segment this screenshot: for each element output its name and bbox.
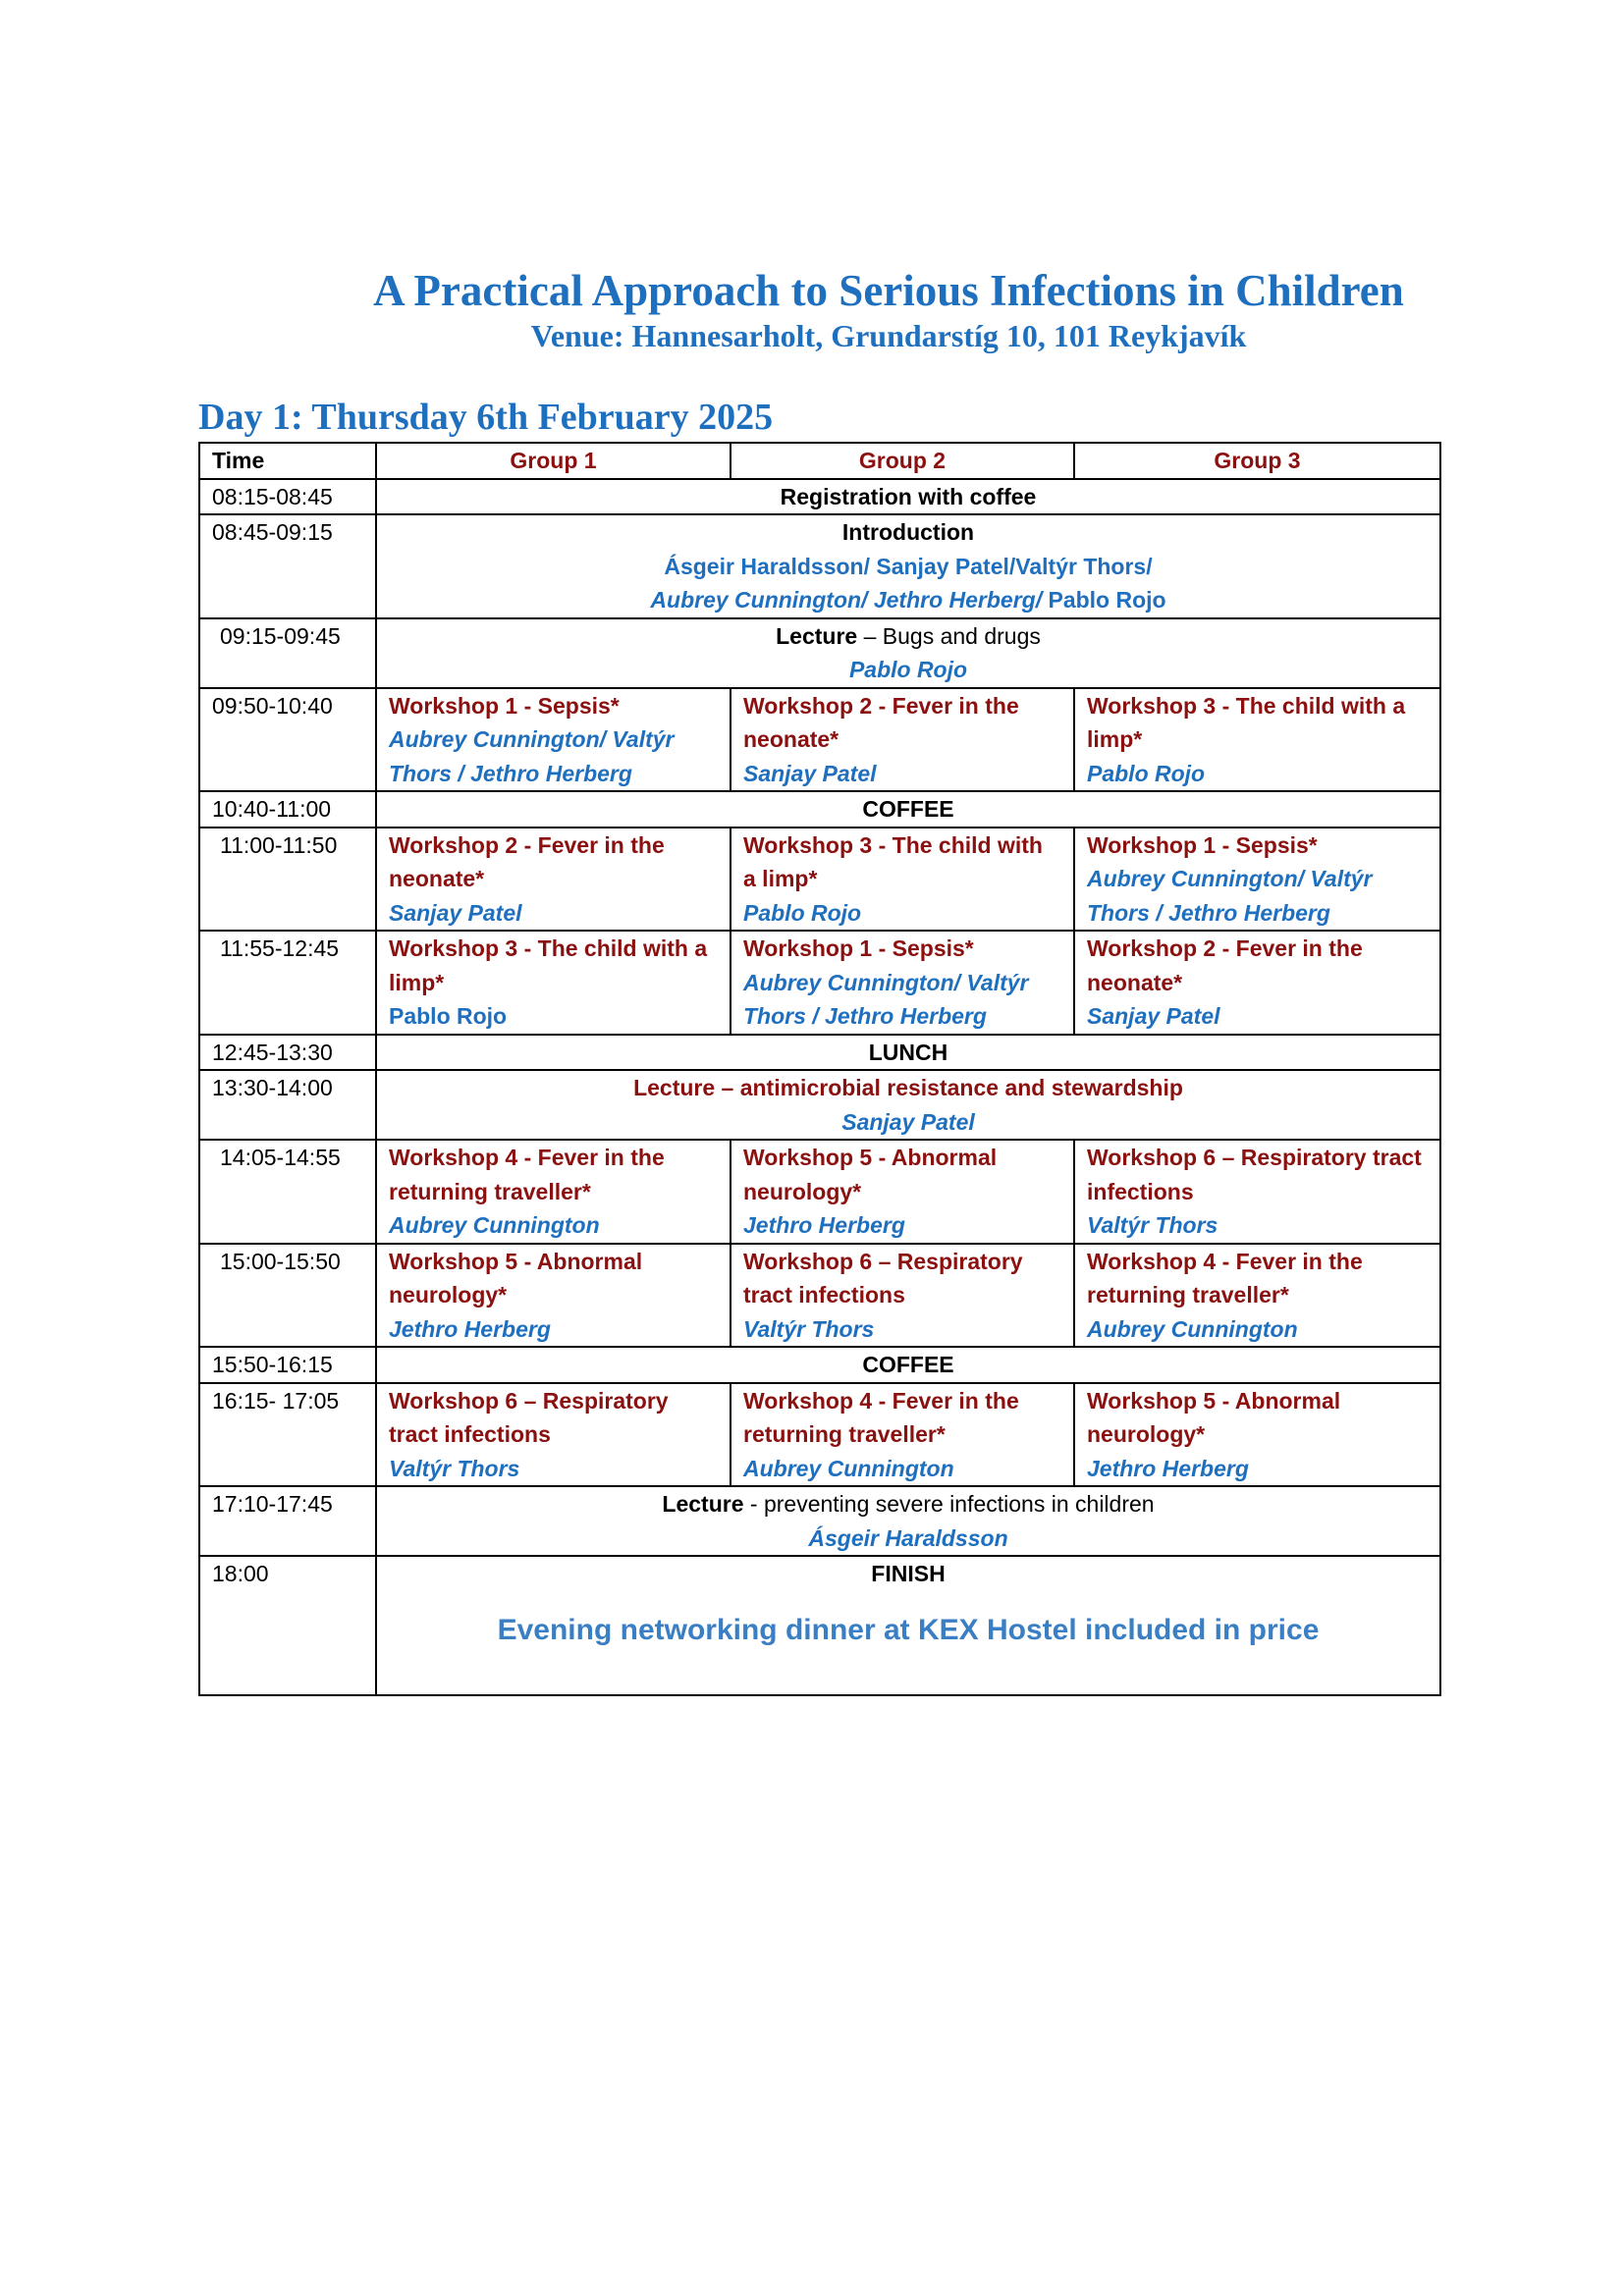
workshop-title: Workshop 6 – Respiratory tract infections (743, 1248, 1023, 1308)
workshop-speaker: Jethro Herberg (743, 1212, 905, 1238)
group-1-cell (376, 828, 731, 932)
workshop-speaker: Aubrey Cunnington (1087, 1315, 1298, 1342)
workshop-title: Workshop 1 - Sepsis* (1087, 831, 1318, 858)
group-3-cell (1074, 828, 1440, 932)
group-2-cell (731, 1244, 1074, 1348)
group-1-cell (376, 1244, 731, 1348)
session-title: – Bugs and drugs (857, 622, 1041, 649)
header-group-2: Group 2 (731, 443, 1074, 479)
session-speakers: Ásgeir Haraldsson/ Sanjay Patel/Valtýr Thors/ (664, 553, 1153, 579)
workshop-speaker: Aubrey Cunnington (389, 1212, 600, 1238)
workshop-speaker: Jethro Herberg (389, 1315, 551, 1342)
session-cell (376, 1070, 1440, 1140)
workshop-speaker: Aubrey Cunnington/ Valtýr Thors / Jethro Herberg (743, 969, 1029, 1029)
workshop-title: Workshop 5 - Abnormal neurology* (389, 1248, 643, 1308)
workshop-title: Workshop 3 - The child with a limp* (389, 935, 708, 995)
session-cell (376, 1486, 1440, 1556)
workshop-speaker: Aubrey Cunnington (743, 1455, 954, 1481)
schedule-table (198, 442, 1441, 1696)
group-2-cell (731, 688, 1074, 792)
session-speaker: Sanjay Patel (841, 1108, 975, 1135)
time-cell: 18:00 (199, 1556, 376, 1695)
table-row (199, 828, 1440, 932)
workshop-speaker: Pablo Rojo (1087, 760, 1206, 786)
workshop-speaker: Sanjay Patel (389, 899, 522, 926)
time-cell: 17:10-17:45 (199, 1486, 376, 1556)
time-cell: 09:50-10:40 (199, 688, 376, 792)
workshop-speaker: Pablo Rojo (743, 899, 862, 926)
table-header-row (199, 443, 1440, 479)
time-cell: 08:45-09:15 (199, 514, 376, 618)
session-cell: LUNCH (376, 1035, 1440, 1071)
venue-line: Venue: Hannesarholt, Grundarstíg 10, 101 Reykjavík (530, 318, 1247, 353)
group-2-cell (731, 1140, 1074, 1244)
time-cell: 08:15-08:45 (199, 479, 376, 515)
table-row (199, 1244, 1440, 1348)
workshop-speaker: Valtýr Thors (743, 1315, 875, 1342)
time-cell: 14:05-14:55 (199, 1140, 376, 1244)
session-cell (376, 618, 1440, 688)
session-cell: COFFEE (376, 791, 1440, 828)
table-row (199, 1383, 1440, 1487)
workshop-title: Workshop 6 – Respiratory tract infections (1087, 1145, 1422, 1204)
group-3-cell (1074, 1383, 1440, 1487)
workshop-speaker: Valtýr Thors (389, 1455, 520, 1481)
group-2-cell (731, 828, 1074, 932)
header-group-1: Group 1 (376, 443, 731, 479)
time-cell: 16:15- 17:05 (199, 1383, 376, 1487)
header-group-3: Group 3 (1074, 443, 1440, 479)
workshop-title: Workshop 5 - Abnormal neurology* (1087, 1387, 1341, 1447)
workshop-title: Workshop 2 - Fever in the neonate* (743, 692, 1019, 752)
table-row (199, 1035, 1440, 1071)
time-cell: 11:00-11:50 (199, 828, 376, 932)
workshop-title: Workshop 4 - Fever in the returning traveller* (1087, 1248, 1363, 1308)
session-cell (376, 1556, 1440, 1695)
lecture-label: Lecture (776, 622, 858, 649)
workshop-speaker: Sanjay Patel (1087, 1003, 1220, 1029)
table-row (199, 1140, 1440, 1244)
finish-label: FINISH (871, 1561, 946, 1586)
time-cell: 15:00-15:50 (199, 1244, 376, 1348)
session-title: Lecture – antimicrobial resistance and stewardship (633, 1075, 1183, 1100)
session-title: Introduction (841, 519, 975, 545)
session-cell: COFFEE (376, 1347, 1440, 1383)
table-row (199, 688, 1440, 792)
table-row (199, 791, 1440, 828)
workshop-title: Workshop 3 - The child with a limp* (743, 831, 1043, 891)
group-3-cell (1074, 1140, 1440, 1244)
workshop-title: Workshop 2 - Fever in the neonate* (1087, 935, 1363, 995)
workshop-speaker: Pablo Rojo (389, 1003, 508, 1029)
group-1-cell (376, 688, 731, 792)
table-row (199, 1347, 1440, 1383)
group-3-cell (1074, 1244, 1440, 1348)
workshop-title: Workshop 6 – Respiratory tract infections (389, 1387, 669, 1447)
group-3-cell (1074, 931, 1440, 1035)
header-time: Time (199, 443, 376, 479)
workshop-title: Workshop 1 - Sepsis* (389, 692, 620, 719)
session-cell: Registration with coffee (376, 479, 1440, 515)
table-row (199, 1556, 1440, 1695)
workshop-speaker: Valtýr Thors (1087, 1212, 1218, 1238)
workshop-title: Workshop 1 - Sepsis* (743, 935, 974, 961)
time-cell: 09:15-09:45 (199, 618, 376, 688)
workshop-title: Workshop 4 - Fever in the returning traveller* (389, 1145, 665, 1204)
session-speakers: Aubrey Cunnington/ Jethro Herberg/ (650, 587, 1043, 613)
session-speakers: Pablo Rojo (1042, 587, 1166, 613)
workshop-speaker: Jethro Herberg (1087, 1455, 1249, 1481)
day-heading: Day 1: Thursday 6th February 2025 (198, 397, 774, 438)
workshop-speaker: Aubrey Cunnington/ Valtýr Thors / Jethro Herberg (1087, 866, 1373, 926)
workshop-title: Workshop 2 - Fever in the neonate* (389, 831, 665, 891)
session-title: - preventing severe infections in children (743, 1491, 1155, 1517)
table-row (199, 514, 1440, 618)
time-cell: 13:30-14:00 (199, 1070, 376, 1140)
table-row (199, 931, 1440, 1035)
workshop-title: Workshop 4 - Fever in the returning traveller* (743, 1387, 1019, 1447)
time-cell: 11:55-12:45 (199, 931, 376, 1035)
group-1-cell (376, 1383, 731, 1487)
session-speaker: Ásgeir Haraldsson (808, 1524, 1008, 1551)
time-cell: 10:40-11:00 (199, 791, 376, 828)
group-3-cell (1074, 688, 1440, 792)
table-row (199, 479, 1440, 515)
session-speaker: Pablo Rojo (848, 657, 968, 682)
workshop-speaker: Aubrey Cunnington/ Valtýr Thors / Jethro Herberg (389, 726, 675, 786)
workshop-title: Workshop 3 - The child with a limp* (1087, 692, 1406, 752)
session-cell (376, 514, 1440, 618)
group-2-cell (731, 931, 1074, 1035)
time-cell: 12:45-13:30 (199, 1035, 376, 1071)
table-row (199, 1486, 1440, 1556)
group-1-cell (376, 1140, 731, 1244)
workshop-title: Workshop 5 - Abnormal neurology* (743, 1145, 998, 1204)
dinner-note: Evening networking dinner at KEX Hostel included in price (497, 1613, 1320, 1646)
table-row (199, 618, 1440, 688)
lecture-label: Lecture (662, 1491, 744, 1517)
group-2-cell (731, 1383, 1074, 1487)
page-title: A Practical Approach to Serious Infections in Children (373, 266, 1404, 315)
table-row (199, 1070, 1440, 1140)
group-1-cell (376, 931, 731, 1035)
workshop-speaker: Sanjay Patel (743, 760, 877, 786)
time-cell: 15:50-16:15 (199, 1347, 376, 1383)
